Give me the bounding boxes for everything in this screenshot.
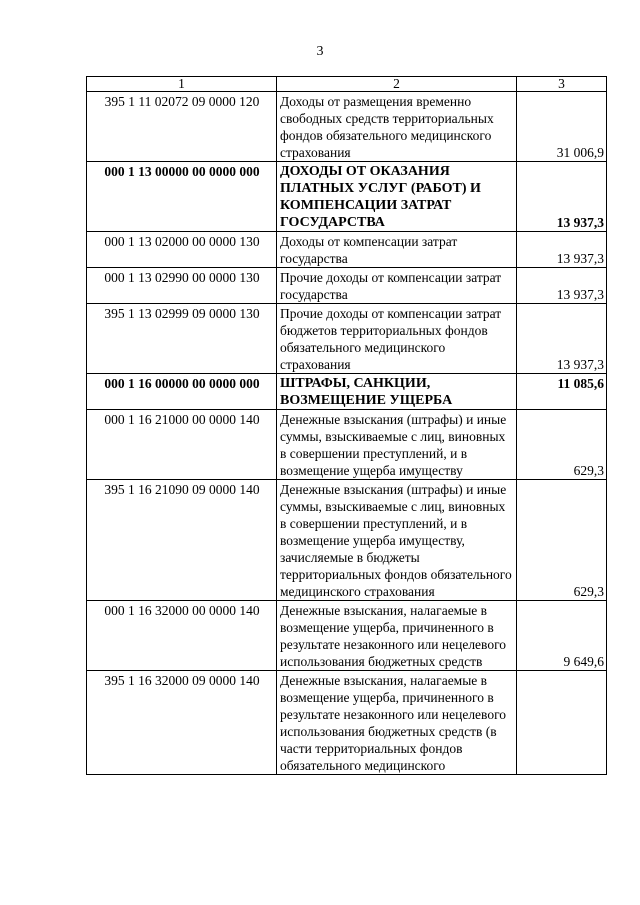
table-row <box>87 601 607 671</box>
table-row <box>87 480 607 601</box>
income-amount: 629,3 <box>517 410 607 480</box>
page-number: 3 <box>316 44 324 59</box>
budget-code: 000 1 16 32000 00 0000 140 <box>87 601 277 671</box>
table-row-section <box>87 374 607 410</box>
column-header-amount: 3 <box>517 77 607 92</box>
income-description: Денежные взыскания, налагаемые в возмещение ущерба, причиненного в результате незаконного или нецелевого использования бюджетных средств <box>277 601 517 671</box>
table-row <box>87 92 607 162</box>
table-row <box>87 410 607 480</box>
column-header-description: 2 <box>277 77 517 92</box>
income-amount: 13 937,3 <box>517 232 607 268</box>
budget-code: 395 1 13 02999 09 0000 130 <box>87 304 277 374</box>
table-row <box>87 671 607 775</box>
income-amount: 11 085,6 <box>517 374 607 410</box>
income-description: ДОХОДЫ ОТ ОКАЗАНИЯ ПЛАТНЫХ УСЛУГ (РАБОТ) И КОМПЕНСАЦИИ ЗАТРАТ ГОСУДАРСТВА <box>277 162 517 232</box>
income-description: Доходы от размещения временно свободных средств территориальных фондов обязательного медицинского страхования <box>277 92 517 162</box>
budget-code: 395 1 16 21090 09 0000 140 <box>87 480 277 601</box>
income-amount: 31 006,9 <box>517 92 607 162</box>
table-row <box>87 304 607 374</box>
budget-code: 000 1 16 21000 00 0000 140 <box>87 410 277 480</box>
table-header-row <box>87 77 607 92</box>
income-description: Денежные взыскания (штрафы) и иные суммы, взыскиваемые с лиц, виновных в совершении преступлений, и в возмещение ущерба имуществу <box>277 410 517 480</box>
table-row-section <box>87 162 607 232</box>
income-amount: 9 649,6 <box>517 601 607 671</box>
income-description: Прочие доходы от компенсации затрат государства <box>277 268 517 304</box>
income-amount: 13 937,3 <box>517 268 607 304</box>
budget-code: 000 1 13 02000 00 0000 130 <box>87 232 277 268</box>
income-amount: 629,3 <box>517 480 607 601</box>
budget-code: 395 1 11 02072 09 0000 120 <box>87 92 277 162</box>
budget-code: 000 1 13 00000 00 0000 000 <box>87 162 277 232</box>
table-row <box>87 232 607 268</box>
income-description: Денежные взыскания (штрафы) и иные суммы, взыскиваемые с лиц, виновных в совершении преступлений, и в возмещение ущерба имуществу, зачисляемые в бюджеты территориальных фондов обязательного медицинского страхования <box>277 480 517 601</box>
budget-code: 000 1 13 02990 00 0000 130 <box>87 268 277 304</box>
budget-code: 000 1 16 00000 00 0000 000 <box>87 374 277 410</box>
revenue-table <box>86 76 607 775</box>
income-description: Денежные взыскания, налагаемые в возмещение ущерба, причиненного в результате незаконного или нецелевого использования бюджетных средств (в части территориальных фондов обязательного медицинского <box>277 671 517 775</box>
table-row <box>87 268 607 304</box>
income-description: Доходы от компенсации затрат государства <box>277 232 517 268</box>
budget-code: 395 1 16 32000 09 0000 140 <box>87 671 277 775</box>
income-amount <box>517 671 607 775</box>
income-description: ШТРАФЫ, САНКЦИИ, ВОЗМЕЩЕНИЕ УЩЕРБА <box>277 374 517 410</box>
income-amount: 13 937,3 <box>517 304 607 374</box>
income-description: Прочие доходы от компенсации затрат бюджетов территориальных фондов обязательного медицинского страхования <box>277 304 517 374</box>
income-amount: 13 937,3 <box>517 162 607 232</box>
column-header-code: 1 <box>87 77 277 92</box>
